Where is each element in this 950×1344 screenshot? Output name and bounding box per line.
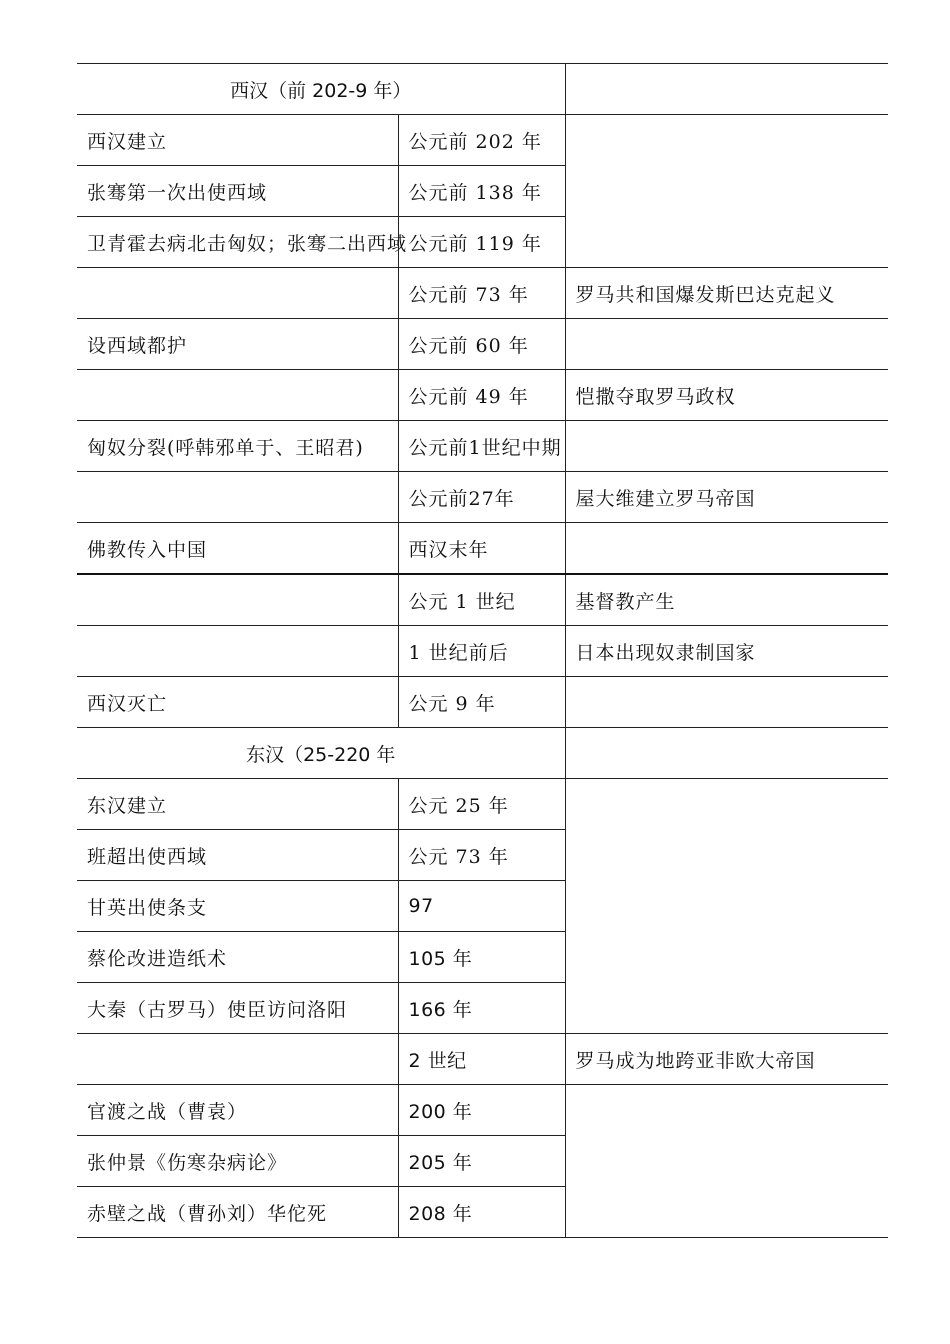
section-heading-row [77, 64, 888, 115]
world-cell [565, 1085, 888, 1238]
date-cell: 公元前 49 年 [398, 370, 565, 421]
date-cell: 2 世纪 [398, 1034, 565, 1085]
world-cell [565, 523, 888, 575]
table-row [77, 677, 888, 728]
table-row [77, 779, 888, 830]
date-cell: 公元前 119 年 [398, 217, 565, 268]
world-cell: 罗马共和国爆发斯巴达克起义 [565, 268, 888, 319]
world-cell: 日本出现奴隶制国家 [565, 626, 888, 677]
table-row [77, 268, 888, 319]
event-cell [77, 1034, 398, 1085]
date-cell: 1 世纪前后 [398, 626, 565, 677]
world-cell [565, 64, 888, 115]
world-cell [565, 421, 888, 472]
world-cell: 恺撒夺取罗马政权 [565, 370, 888, 421]
event-cell [77, 268, 398, 319]
event-cell: 甘英出使条支 [77, 881, 398, 932]
world-cell [565, 728, 888, 779]
date-cell: 公元前1世纪中期 [398, 421, 565, 472]
table-row [77, 574, 888, 626]
event-cell: 蔡伦改进造纸术 [77, 932, 398, 983]
event-cell [77, 574, 398, 626]
world-cell [565, 677, 888, 728]
date-cell: 公元前 202 年 [398, 115, 565, 166]
world-cell [565, 115, 888, 268]
section-heading-eastern-han: 东汉（25-220 年 [77, 728, 565, 779]
world-cell: 屋大维建立罗马帝国 [565, 472, 888, 523]
world-cell [565, 779, 888, 1034]
table-row [77, 370, 888, 421]
event-cell [77, 472, 398, 523]
history-timeline-table [77, 63, 888, 1238]
date-cell: 公元前 60 年 [398, 319, 565, 370]
table-row [77, 115, 888, 166]
table-row [77, 1085, 888, 1136]
event-cell: 张仲景《伤寒杂病论》 [77, 1136, 398, 1187]
date-cell: 公元前 73 年 [398, 268, 565, 319]
date-cell: 105 年 [398, 932, 565, 983]
date-cell: 166 年 [398, 983, 565, 1034]
table-row [77, 472, 888, 523]
date-cell: 97 [398, 881, 565, 932]
event-cell: 班超出使西域 [77, 830, 398, 881]
event-cell: 佛教传入中国 [77, 523, 398, 575]
date-cell: 公元 9 年 [398, 677, 565, 728]
table-row [77, 523, 888, 575]
event-cell: 匈奴分裂(呼韩邪单于、王昭君) [77, 421, 398, 472]
date-cell: 公元 73 年 [398, 830, 565, 881]
event-cell: 设西域都护 [77, 319, 398, 370]
event-cell: 赤壁之战（曹孙刘）华佗死 [77, 1187, 398, 1238]
table-row [77, 319, 888, 370]
world-cell: 罗马成为地跨亚非欧大帝国 [565, 1034, 888, 1085]
event-cell: 东汉建立 [77, 779, 398, 830]
event-cell [77, 626, 398, 677]
section-heading-western-han: 西汉（前 202-9 年） [77, 64, 565, 115]
date-cell: 公元前 138 年 [398, 166, 565, 217]
date-cell: 公元前27年 [398, 472, 565, 523]
table-row [77, 1034, 888, 1085]
event-cell: 大秦（古罗马）使臣访问洛阳 [77, 983, 398, 1034]
event-cell: 张骞第一次出使西域 [77, 166, 398, 217]
table-row [77, 626, 888, 677]
date-cell: 205 年 [398, 1136, 565, 1187]
world-cell: 基督教产生 [565, 574, 888, 626]
date-cell: 西汉末年 [398, 523, 565, 575]
table-row [77, 421, 888, 472]
date-cell: 公元 25 年 [398, 779, 565, 830]
section-heading-row [77, 728, 888, 779]
event-cell: 西汉建立 [77, 115, 398, 166]
date-cell: 208 年 [398, 1187, 565, 1238]
date-cell: 公元 1 世纪 [398, 574, 565, 626]
date-cell: 200 年 [398, 1085, 565, 1136]
event-cell: 官渡之战（曹袁） [77, 1085, 398, 1136]
event-cell [77, 370, 398, 421]
event-cell: 西汉灭亡 [77, 677, 398, 728]
event-cell: 卫青霍去病北击匈奴；张骞二出西域 [77, 217, 398, 268]
world-cell [565, 319, 888, 370]
